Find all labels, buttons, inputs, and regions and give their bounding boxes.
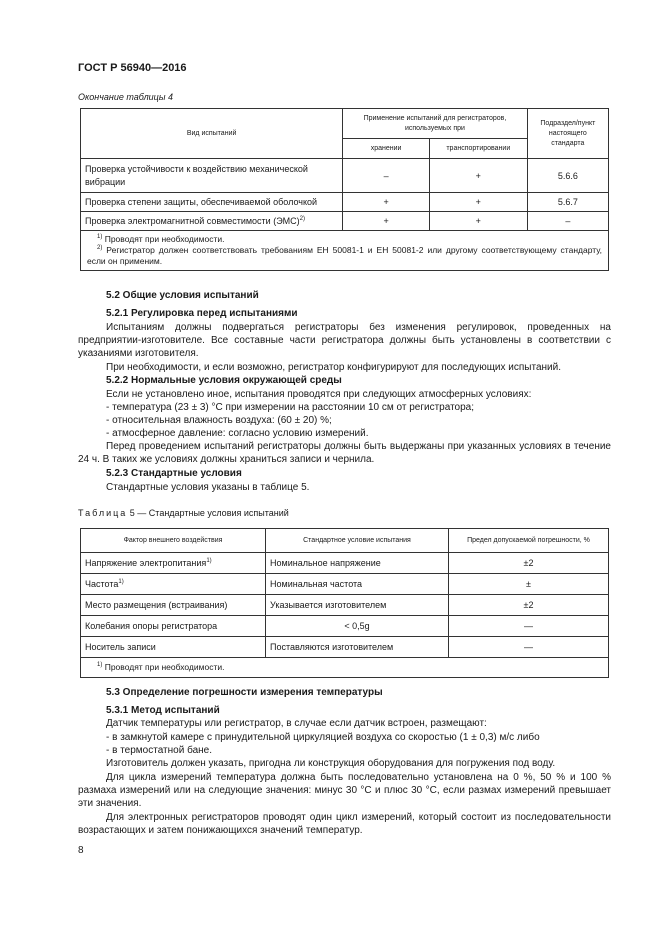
- document-id: ГОСТ Р 56940—2016: [78, 62, 187, 74]
- row-transport: +: [429, 159, 527, 193]
- table-5: [80, 528, 609, 678]
- row-factor: Напряжение электропитания$^{1)}$: [81, 553, 266, 574]
- table4-notes: $^{1)}$ Проводят при необходимости. $^{2)}$ Регистратор должен соответствовать требованиям ЕН 50081-1 и ЕН 50081-2 или другому соответствующему стандарту, если он применим.: [81, 231, 609, 271]
- col-storage: хранении: [343, 139, 430, 159]
- col-test-type: Вид испытаний: [81, 109, 343, 159]
- row-factor: Колебания опоры регистратора: [81, 616, 266, 637]
- col-standard: Стандартное условие испытания: [266, 529, 449, 553]
- list-item: - в термостатной бане.: [106, 745, 212, 756]
- table-row: [81, 574, 609, 595]
- paragraph: При необходимости, и если возможно, регистратор конфигурируют для последующих испытаний.: [106, 362, 561, 373]
- list-item: - атмосферное давление: согласно условию измерений.: [106, 428, 369, 439]
- paragraph: Изготовитель должен указать, пригодна ли конструкция оборудования для погружения под воду.: [106, 758, 556, 769]
- paragraph: Стандартные условия указаны в таблице 5.: [106, 482, 310, 493]
- list-item: - в замкнутой камере с принудительной циркуляцией воздуха со скоростью (1 ± 0,3) м/с либо: [106, 732, 540, 743]
- table5-caption: Таблица 5 — Стандартные условия испытаний: [78, 508, 289, 518]
- row-factor: Место размещения (встраивания): [81, 595, 266, 616]
- col-factor: Фактор внешнего воздействия: [81, 529, 266, 553]
- row-factor: Носитель записи: [81, 637, 266, 658]
- row-standard: < 0,5g: [266, 616, 449, 637]
- table-row: [81, 616, 609, 637]
- table5-note: $^{1)}$ Проводят при необходимости.: [81, 658, 609, 678]
- row-standard: Номинальное напряжение: [266, 553, 449, 574]
- table-4: [80, 108, 609, 271]
- paragraph: Для цикла измерений температура должна быть последовательно установлена на 0 %, 50 % и 100 % размаха измерений или на следующие значения: минус 30 °С и плюс 30 °С, если размах измерений превышает эти значения.: [78, 772, 611, 809]
- row-section: –: [527, 212, 608, 231]
- row-error: —: [449, 637, 609, 658]
- table-row: [81, 553, 609, 574]
- table-row: [81, 159, 609, 193]
- section-5-3-1-title: 5.3.1 Метод испытаний: [106, 705, 220, 716]
- paragraph: Перед проведением испытаний регистраторы должны быть выдержаны при указанных условиях в течение 24 ч. В таких же условиях должны храниться записи и чернила.: [78, 441, 611, 465]
- row-section: 5.6.7: [527, 193, 608, 212]
- col-transport: транспортировании: [429, 139, 527, 159]
- row-error: ±2: [449, 553, 609, 574]
- row-transport: +: [429, 212, 527, 231]
- footnote-mark: 2): [299, 216, 306, 222]
- row-name: Проверка электромагнитной совместимости (ЭМС)$^{2)}$: [81, 212, 343, 231]
- section-5-3-title: 5.3 Определение погрешности измерения температуры: [106, 687, 383, 698]
- row-storage: –: [343, 159, 430, 193]
- row-name: Проверка устойчивости к воздействию механической вибрации: [81, 159, 343, 193]
- table4-caption: Окончание таблицы 4: [78, 92, 173, 102]
- section-5-2-title: 5.2 Общие условия испытаний: [106, 290, 259, 301]
- list-item: - температура (23 ± 3) °С при измерении на расстоянии 10 см от регистратора;: [106, 402, 475, 413]
- table-row: [81, 595, 609, 616]
- col-section: Подраздел/пункт настоящего стандарта: [527, 109, 608, 159]
- section-5-2-1-title: 5.2.1 Регулировка перед испытаниями: [106, 308, 298, 319]
- row-section: 5.6.6: [527, 159, 608, 193]
- table-row: [81, 637, 609, 658]
- row-standard: Поставляются изготовителем: [266, 637, 449, 658]
- paragraph: Испытаниям должны подвергаться регистраторы без изменения регулировок, проведенных на предприятии-изготовителе. Все составные части регистратора должны быть установлены в соответствии с указаниями изготовителя.: [78, 322, 611, 359]
- row-storage: +: [343, 193, 430, 212]
- row-error: ±: [449, 574, 609, 595]
- row-name: Проверка степени защиты, обеспечиваемой оболочкой: [81, 193, 343, 212]
- row-standard: Указывается изготовителем: [266, 595, 449, 616]
- section-5-2-2-title: 5.2.2 Нормальные условия окружающей среды: [106, 375, 342, 386]
- row-error: ±2: [449, 595, 609, 616]
- paragraph: Датчик температуры или регистратор, в случае если датчик встроен, размещают:: [106, 718, 487, 729]
- row-storage: +: [343, 212, 430, 231]
- row-transport: +: [429, 193, 527, 212]
- col-application: Применение испытаний для регистраторов, используемых при: [343, 109, 527, 139]
- table-row: [81, 212, 609, 231]
- page-number: 8: [78, 845, 84, 856]
- row-factor: Частота$^{1)}$: [81, 574, 266, 595]
- row-standard: Номинальная частота: [266, 574, 449, 595]
- list-item: - относительная влажность воздуха: (60 ± 20) %;: [106, 415, 332, 426]
- paragraph: Для электронных регистраторов проводят один цикл измерений, который состоит из последовательности возрастающих и затем понижающихся значений температур.: [78, 812, 611, 836]
- section-5-2-3-title: 5.2.3 Стандартные условия: [106, 468, 242, 479]
- table-row: [81, 193, 609, 212]
- col-error: Предел допускаемой погрешности, %: [449, 529, 609, 553]
- row-error: —: [449, 616, 609, 637]
- paragraph: Если не установлено иное, испытания проводятся при следующих атмосферных условиях:: [106, 389, 532, 400]
